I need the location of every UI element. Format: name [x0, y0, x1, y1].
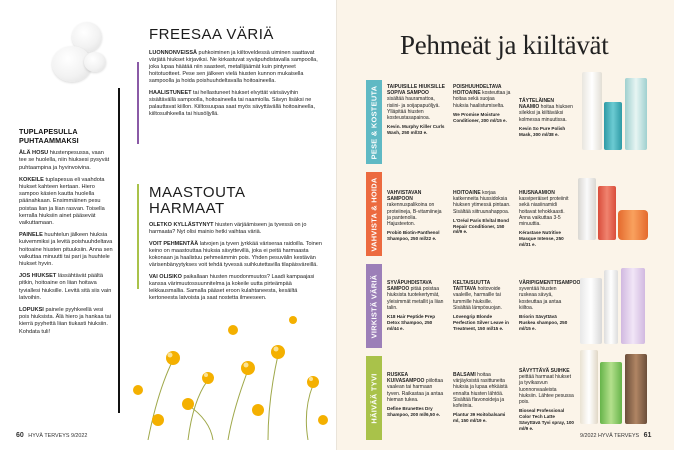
product-image	[625, 354, 647, 424]
product-source: Kérastase Nutritive Masque Intense, 250 ml/31 e.	[519, 230, 564, 247]
product-card	[387, 280, 445, 331]
paragraph-text: tai hellastuneet hiukset elvyttät värisävyihin sisältävällä sampoolla, hoitoaineella tai naamiolla. Sävyn lisäksi ne palauttavat kiillon. Kiiltosuupaa saat myös sävyttävällä hoitoaineella, kiiltosuihkeella tai hiusöljyllä.	[149, 90, 316, 117]
sidebar	[19, 128, 113, 341]
paragraph-text: tuplapesua eli vaahdota hiukset kahteen kertaan. Hiero sampoo käsien kautta huolella päänahkaan. Ensimmäinen pesu poistaa lian ja liian rasvan. Toisella kerralla hiuksiin ainet pääsevät vaikuttamaan.	[19, 176, 105, 227]
product-image	[578, 178, 596, 240]
paragraph-lead: OLETKO KYLLÄSTYNYT	[149, 222, 214, 228]
product-desc: pitää poistaa hiuksista tuotekertymät, yleisimmät metallit ja liian talin.	[387, 286, 444, 311]
product-desc: hoitaa värjäyksistä rasittuneita hiuksia ja lupaa ehkäistä ennalta hiusten lähtöä. Sisältää flavonoideja ja kofeiinia.	[453, 372, 508, 410]
paragraph-lead: VAI OLISIKO	[149, 274, 182, 280]
product-image	[580, 350, 598, 424]
paragraph-text: paikallaan hiusten muodonmuutos? Laadi kampaajasi kanssa värimuutossuunnitelma ja kokeile uutta pirteämpää leikkausmallia. Samalla pääset eroon kulahtaneesta, kesäiltä kertoneesta latvoista ja saat nostetta ilmeeseen.	[149, 274, 315, 301]
product-desc: hoitovoide vaaleille, harmaille tai tummille hiuksille. Sisältää lämpösuojan.	[453, 286, 502, 311]
product-card	[453, 280, 511, 331]
product-source: Kevin. Murphy Killer Curls Wash, 250 ml/33 e.	[387, 124, 445, 136]
product-image	[604, 270, 618, 344]
paragraph-lead: VOIT PEHMENTÄÄ	[149, 241, 199, 247]
sidebar-paragraph	[19, 232, 113, 268]
product-card	[387, 190, 445, 242]
product-source: Briorin Sävyttävä Ruskea shampoo, 250 ml/15 e.	[519, 314, 568, 331]
paragraph-lead: JOS HIUKSET	[19, 273, 57, 280]
sidebar-title: TUPLAPESULLA PUHTAAMMAKSI	[19, 127, 79, 145]
paragraph-lead: PAINELE	[19, 232, 43, 239]
foam-bubble	[84, 52, 106, 72]
product-lead: BALSAMI	[453, 372, 476, 378]
paragraph-text: hiusten värjäämiseen ja tyvessä on jo harmaata? Nyt olisi mainio hetki vaihtaa väriä.	[149, 222, 307, 235]
chamomile-flowers-image	[118, 300, 336, 440]
product-image	[625, 78, 647, 150]
product-card	[453, 372, 511, 424]
product-text	[519, 98, 573, 123]
freesaa-section	[149, 50, 325, 123]
body-paragraph	[149, 222, 325, 236]
product-text	[453, 84, 511, 109]
product-image	[618, 210, 648, 240]
product-card	[519, 280, 581, 331]
body-paragraph	[149, 241, 325, 269]
band-label: PESE & KOSTEUTA	[369, 85, 379, 159]
product-card	[519, 368, 575, 431]
product-text	[387, 190, 445, 227]
sidebar-paragraph	[19, 307, 113, 336]
product-text	[453, 280, 511, 311]
product-text	[387, 372, 445, 403]
page-folio	[16, 432, 87, 439]
product-desc: rakennuspalikoina on proteiineja, B-vitamiineja ja pantenolia. Hajusteeton.	[387, 202, 442, 228]
product-text	[519, 368, 575, 405]
product-card	[453, 84, 511, 123]
paragraph-lead: KOKEILE	[19, 176, 44, 183]
maastouta-section	[149, 222, 325, 307]
product-desc: kasviperäiset proteiinit sekä niasiinamidi hoitavat tehokkaasti. Anna vaikuttaa 3-5 minuuttia.	[519, 196, 569, 228]
product-image	[582, 72, 602, 150]
section-rule	[137, 62, 139, 144]
product-image	[604, 102, 622, 150]
product-card	[519, 190, 571, 248]
sidebar-paragraph	[19, 273, 113, 302]
product-lead: VAHVISTAVAN SAMPOON	[387, 190, 422, 203]
product-text	[387, 84, 445, 121]
magazine-name: HYVÄ TERVEYS 9/2022	[28, 433, 88, 439]
product-image	[600, 362, 622, 424]
product-lead: VÄRIPIGMENTTISAMPOO	[519, 280, 581, 286]
band-label: VAHVISTA & HOIDA	[369, 176, 379, 252]
magazine-name: 9/2022 HYVÄ TERVEYS	[580, 433, 640, 439]
product-source: Define Brunettes Dry Shampoo, 200 ml/6,50 e.	[387, 406, 441, 417]
paragraph-lead: ÄLÄ HOSU	[19, 150, 49, 157]
product-desc: syventää hiusten ruskeaa sävyä, kosteuttaa ja antaa kiiltoa.	[519, 286, 562, 311]
product-lead: HIUSNAAMION	[519, 190, 555, 196]
product-lead: SYVÄPUHDISTAVA SAMPOO	[387, 280, 432, 293]
product-card	[387, 372, 445, 418]
paragraph-text: paineIe pyyhkeellä vesi pois hiuksista. Älä hiero ja hankaa tai kierrä pyyhettä liian tiukasti hiuksiin. Kohdata tuli!	[19, 307, 112, 335]
product-desc: hoitaa hiuksen silekksi ja kiiltäväksi kolmessa minuutissa.	[519, 104, 573, 123]
product-text	[387, 280, 445, 311]
page-folio	[580, 432, 651, 439]
product-lead: TÄYTELÄINEN NAAMIO	[519, 98, 554, 111]
heading-line: MAASTOUTA	[149, 184, 246, 201]
category-band	[366, 80, 382, 164]
product-lead: KELTA/SUUTTA TAITTAVA	[453, 280, 491, 293]
product-source: We Promise Moisture Conditioner, 200 ml/15 e.	[453, 111, 507, 123]
product-card	[387, 84, 445, 136]
product-lead: RUSKEA KUIVASAMPOO	[387, 372, 425, 385]
paragraph-text: huuhtelun jälkeen hiuksia kuivemmiksi ja levitä poishuuhdeltava hoitoaine hiusten pituuksiin. Anna sen vaikuttaa minuutti tai pari ja huuhtele hiukset hyvin.	[19, 232, 113, 268]
category-band	[366, 356, 382, 440]
product-desc: korjaa katkenneita hiussidoksia hiuksen ytimessä pintaan. Sisältää siitruunahappoa.	[453, 190, 511, 215]
product-image	[598, 186, 616, 240]
product-image	[621, 268, 645, 344]
product-lead: POISHUUHDELTAVA HOITOAINE	[453, 84, 502, 97]
page-title: Pehmeät ja kiiltävät	[400, 30, 609, 60]
section-heading	[149, 185, 245, 217]
product-source: Lövengrip Blonde Perfection Silver Leave in Treatment, 150 ml/15 e.	[453, 314, 509, 331]
paragraph-lead: LOPUKSI	[19, 307, 44, 314]
paragraph-text: puhkoiminen ja kiiltoveldessä uiminen saattavat värjätä hiukset kirjaviksi. Ne kirkastuvat syväpuhdistavalla sampoolla, joka lupaa häätää niin saasteet, metallijäämät kuin pintyneet hoitotuotteet. Pese sen jälkeen vielä hiusten kunnon mukaisella sampoolla ja hoida poishuuhdeltavalla hoitoaineella.	[149, 50, 318, 84]
product-desc: kosteuttaa ja hoitaa sekä suojaa hiuksia haalistumiselta.	[453, 90, 511, 109]
product-source: L'Oréal Paris Elvital Bond Repair Conditioner, 150 ml/9 e.	[453, 217, 509, 235]
product-lead: TAIPUISILLE HIUKSILLE SOPIVA SAMPOO	[387, 84, 445, 97]
heading-line: HARMAAT	[149, 200, 225, 217]
section-heading: FREESAA VÄRIÄ	[149, 26, 274, 43]
body-paragraph	[149, 50, 325, 85]
category-band	[366, 264, 382, 348]
product-card	[453, 190, 511, 235]
page-number: 60	[16, 432, 24, 439]
product-source: Bioseal Professional Color Tech Latte Sävyttävä Tyvi spray, 100 ml/9 e.	[519, 408, 574, 431]
category-band	[366, 172, 382, 256]
product-desc: peittää harmaat hiukset ja tyvikasvun luonnonvaaleista hiuksiin. Lähtee pesussa pois.	[519, 374, 574, 406]
product-image	[580, 278, 602, 344]
paragraph-text: latvojen ja tyven jyrkkää väriseraa raidoilla. Toinen keino on maastouttaa hiuksia sävyttevillä, joka ei peitä harmaasta kokonaan ja haalistuu pehmeämmin pois. Yhden pesuvälin kestävän värisenbänyytykses voit tehdä tyvessä suihkutettavilla tilapäisväreillä.	[149, 241, 322, 268]
product-source: Plantur 39 Hoitobalsami ml, 150 ml/19 e.	[453, 412, 506, 424]
product-card	[519, 98, 573, 137]
product-source: Kevin So Pure Polish Mask, 300 ml/38 e.	[519, 125, 566, 137]
product-lead: SÄVYTTÄVÄ SUIHKE	[519, 368, 570, 374]
paragraph-text: hiustenpesussa, vaan tee se huolella, niin hiuksesi pysyvät puhtaampina ja hyvinvoivina.	[19, 150, 110, 171]
paragraph-text: lässähtävät päältä pitkin, hoitoaine on liian hoitava tyviallesi hiuksille. Levitä sitä siis vain latvoihin.	[19, 273, 112, 301]
sidebar-paragraph	[19, 177, 113, 227]
product-source: Probiö Biotin-Panthenol Shampoo, 250 ml/22 e.	[387, 230, 440, 242]
paragraph-lead: HAALISTUNEET	[149, 90, 192, 96]
product-text	[519, 190, 571, 227]
paragraph-lead: LUONNONVEISSÄ	[149, 50, 197, 56]
product-desc: sisältää hauramattoa, risiini- ja soijapapuöljyä. Ylläpitää hiusten kosteustasapainoa.	[387, 96, 440, 122]
product-source: K18 Hair Peptide Prep Detox Shampoo, 250 ml/44 e.	[387, 314, 435, 331]
page-number: 61	[643, 432, 652, 439]
body-paragraph	[149, 90, 325, 118]
product-desc: piilottaa vaalean tai harmaan tyven. Raikastaa ja antaa hieman tukea.	[387, 378, 444, 403]
product-text	[453, 372, 511, 409]
product-text	[453, 190, 511, 215]
band-label: HÄIVÄÄ TYVI	[369, 372, 379, 424]
section-rule	[137, 184, 139, 289]
product-text	[519, 280, 581, 311]
sidebar-paragraph	[19, 150, 113, 172]
body-paragraph	[149, 274, 325, 302]
product-lead: HOITOAINE	[453, 190, 481, 196]
band-label: VIRKISTÄ VÄRIÄ	[369, 274, 379, 338]
